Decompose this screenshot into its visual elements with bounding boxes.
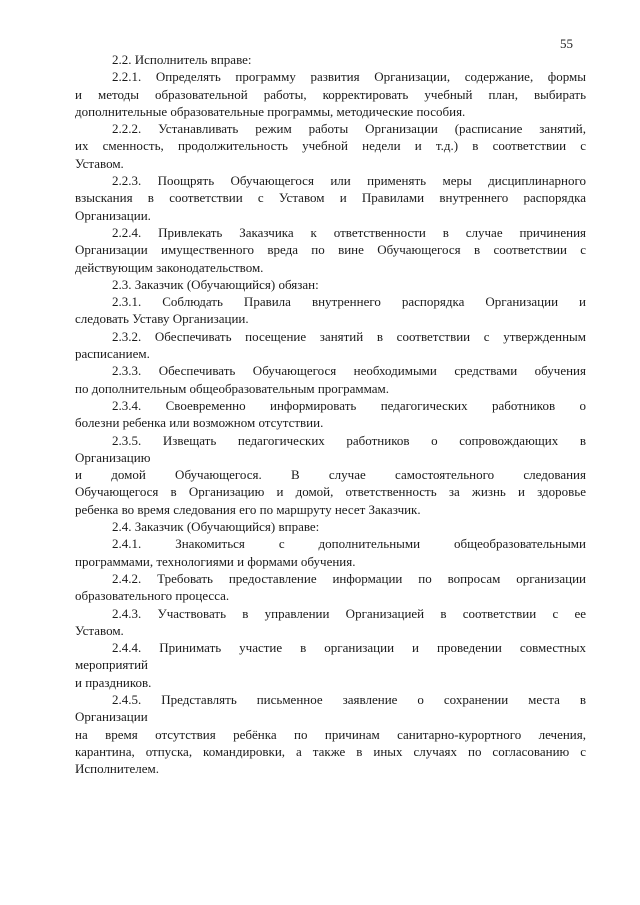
text-line: Исполнителем. bbox=[75, 761, 160, 777]
text-line: 2.3. Заказчик (Обучающийся) обязан: bbox=[112, 276, 319, 292]
text-line: образовательного процесса. bbox=[75, 588, 230, 604]
text-line: 2.3.1. Соблюдать Правила внутреннего распорядка Организации и bbox=[112, 294, 586, 310]
text-line: 2.4.3. Участвовать в управлении Организацией в соответствии с ее bbox=[112, 605, 586, 621]
text-line: 2.3.2. Обеспечивать посещение занятий в соответствии с утвержденным bbox=[112, 328, 586, 344]
text-line: 2.3.4. Своевременно информировать педагогических работников о bbox=[112, 397, 586, 413]
text-line: программами, технологиями и формами обучения. bbox=[75, 553, 356, 569]
text-line: и методы образовательной работы, корректировать учебный план, выбирать bbox=[75, 86, 586, 102]
text-line: дополнительные образовательные программы, методические пособия. bbox=[75, 103, 466, 119]
text-line: Организации bbox=[75, 709, 148, 725]
text-line: действующим законодательством. bbox=[75, 259, 264, 275]
text-line: следовать Уставу Организации. bbox=[75, 311, 249, 327]
text-line: 2.4.1. Знакомиться с дополнительными общеобразовательными bbox=[112, 536, 586, 552]
text-line: 2.2.4. Привлекать Заказчика к ответственности в случае причинения bbox=[112, 224, 586, 240]
text-line: 2.4.2. Требовать предоставление информации по вопросам организации bbox=[112, 570, 586, 586]
text-line: Организацию bbox=[75, 449, 151, 465]
text-line: мероприятий bbox=[75, 657, 148, 673]
text-line: по дополнительным общеобразовательным программам. bbox=[75, 380, 389, 396]
text-line: и домой Обучающегося. В случае самостоятельного следования bbox=[75, 467, 586, 483]
text-line: 2.4. Заказчик (Обучающийся) вправе: bbox=[112, 519, 320, 535]
text-line: Уставом. bbox=[75, 622, 124, 638]
text-line: их сменность, продолжительность учебной недели и т.д.) в соответствии с bbox=[75, 138, 586, 154]
text-line: Организации имущественного вреда по вине Обучающегося в соответствии с bbox=[75, 242, 586, 258]
text-line: ребенка во время следования его по маршруту несет Заказчик. bbox=[75, 501, 421, 517]
text-line: 2.2.1. Определять программу развития Организации, содержание, формы bbox=[112, 69, 586, 85]
text-line: Обучающегося в Организацию и домой, ответственность за жизнь и здоровье bbox=[75, 484, 586, 500]
text-line: 2.2.3. Поощрять Обучающегося или применять меры дисциплинарного bbox=[112, 173, 586, 189]
text-line: карантина, отпуска, командировки, а также в иных случаях по согласованию с bbox=[75, 743, 586, 759]
text-line: болезни ребенка или возможном отсутствии. bbox=[75, 415, 324, 431]
text-line: 2.3.3. Обеспечивать Обучающегося необходимыми средствами обучения bbox=[112, 363, 586, 379]
document-body bbox=[75, 51, 586, 777]
text-line: и праздников. bbox=[75, 674, 152, 690]
text-line: взыскания в соответствии с Уставом и Правилами внутреннего распорядка bbox=[75, 190, 586, 206]
text-line: 2.3.5. Извещать педагогических работников о сопровождающих в bbox=[112, 432, 586, 448]
page-number: 55 bbox=[560, 36, 573, 51]
text-line: расписанием. bbox=[75, 346, 150, 362]
text-line: на время отсутствия ребёнка по причинам санитарно-курортного лечения, bbox=[75, 726, 586, 742]
text-line: 2.4.4. Принимать участие в организации и проведении совместных bbox=[112, 640, 586, 656]
text-line: Уставом. bbox=[75, 155, 124, 171]
text-line: 2.4.5. Представлять письменное заявление о сохранении места в bbox=[112, 691, 586, 707]
text-line: 2.2.2. Устанавливать режим работы Организации (расписание занятий, bbox=[112, 121, 586, 137]
text-line: Организации. bbox=[75, 207, 151, 223]
text-line: 2.2. Исполнитель вправе: bbox=[112, 52, 252, 67]
